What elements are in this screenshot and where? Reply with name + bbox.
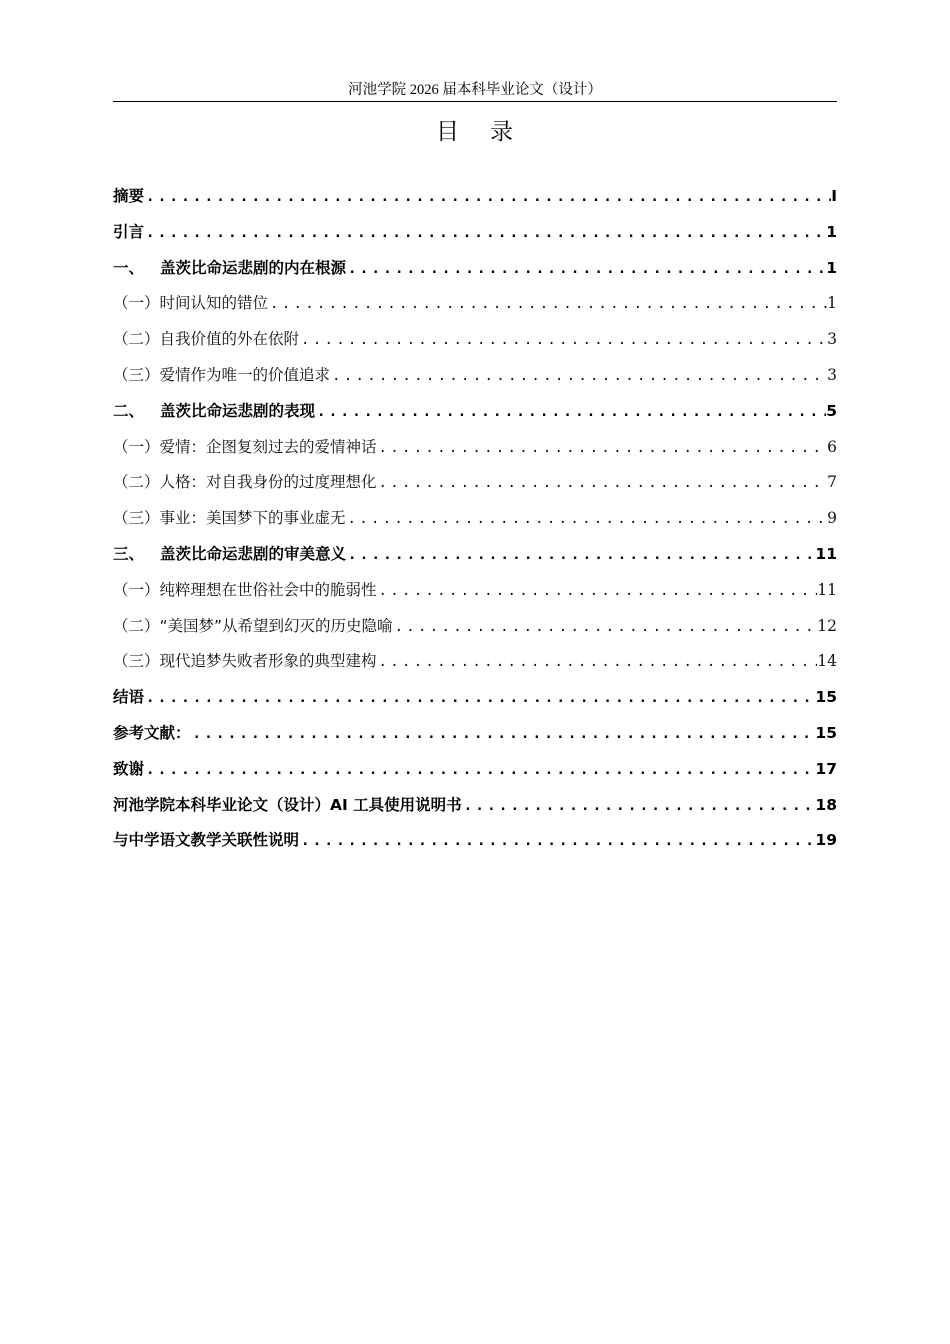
toc-entry-title [113,789,462,821]
toc-entry-title [113,824,299,856]
toc-leader-dots [144,754,815,786]
toc-entry[interactable] [113,538,837,574]
toc-leader-dots [144,217,826,249]
toc-page-number: 17 [815,759,837,778]
toc-entry[interactable] [113,610,837,646]
toc-entry-title [113,395,315,427]
toc-entry-label: 盖茨比命运悲剧的内在根源 [160,258,347,277]
toc-entry-title [113,717,191,749]
toc-entry[interactable] [113,717,837,753]
toc-entry-number: 二、 [113,401,145,420]
toc-leader-dots [377,432,828,464]
toc-entry-label: （一）纯粹理想在世俗社会中的脆弱性 [113,580,377,599]
toc-entry-title [113,252,346,284]
toc-page-number: 7 [827,473,837,492]
toc-leader-dots [315,396,826,428]
toc-entry-label: 盖茨比命运悲剧的审美意义 [160,544,347,563]
toc-page-number: 1 [827,294,837,313]
toc-leader-dots [330,360,827,392]
toc-leader-dots [346,503,828,535]
toc-entry-label: 盖茨比命运悲剧的表现 [160,401,316,420]
toc-title [113,116,837,148]
toc-entry-title [113,323,299,355]
toc-page-number: 3 [827,365,837,384]
toc-entry-title [113,431,377,463]
toc-entry[interactable] [113,466,837,502]
toc-entry-number: 一、 [113,258,145,277]
toc-title-left: 目 [436,119,460,145]
toc-page-number: 1 [826,222,837,241]
toc-entry[interactable] [113,681,837,717]
toc-entry-title [113,681,144,713]
toc-entry-label: （二）“美国梦”从希望到幻灭的历史隐喻 [113,616,393,635]
toc-leader-dots [144,682,815,714]
toc-entry-title [113,216,144,248]
table-of-contents [113,180,837,860]
toc-leader-dots [299,825,815,857]
toc-entry-label: 致谢 [113,759,145,778]
toc-page-number: 19 [815,831,837,850]
toc-entry-label: （二）自我价值的外在依附 [113,330,300,349]
toc-page-number: 18 [815,795,837,814]
toc-page-number: 9 [827,509,837,528]
toc-entry[interactable] [113,323,837,359]
toc-entry-title [113,610,393,642]
toc-entry[interactable] [113,574,837,610]
toc-entry-label: 河池学院本科毕业论文（设计）AI 工具使用说明书 [113,795,462,814]
toc-entry-title [113,645,377,677]
toc-page-number: 3 [827,330,837,349]
toc-leader-dots [268,288,827,320]
toc-leader-dots [377,646,818,678]
toc-entry[interactable] [113,359,837,395]
toc-page-number: 15 [815,723,837,742]
toc-entry-title [113,753,144,785]
toc-entry-title [113,466,377,498]
toc-leader-dots [191,718,816,750]
toc-entry[interactable] [113,431,837,467]
header-divider [113,101,837,102]
toc-entry-title [113,574,377,606]
toc-page-number: 15 [815,688,837,707]
toc-entry-title [113,359,330,391]
toc-entry[interactable] [113,287,837,323]
toc-entry-label: 引言 [113,222,145,241]
toc-leader-dots [377,467,828,499]
toc-entry[interactable] [113,180,837,216]
toc-entry-label: （一）爱情：企图复刻过去的爱情神话 [113,437,377,456]
toc-leader-dots [346,539,815,571]
toc-leader-dots [144,181,831,213]
toc-entry-label: （二）人格：对自我身份的过度理想化 [113,473,377,492]
toc-title-right: 录 [490,119,514,145]
toc-leader-dots [299,324,827,356]
toc-entry-label: （一）时间认知的错位 [113,294,269,313]
toc-page-number: I [831,187,837,205]
toc-page-number: 6 [827,437,837,456]
toc-entry[interactable] [113,252,837,288]
toc-entry-title [113,502,346,534]
toc-page-number: 11 [815,544,837,563]
toc-entry-label: （三）爱情作为唯一的价值追求 [113,365,331,384]
toc-entry[interactable] [113,216,837,252]
page-header: 河池学院 2026 届本科毕业论文（设计） [348,82,602,98]
toc-entry-label: 参考文献： [113,723,191,742]
toc-entry[interactable] [113,824,837,860]
toc-entry[interactable] [113,645,837,681]
toc-page-number: 12 [817,616,837,635]
toc-page-number: 11 [817,580,837,599]
toc-entry[interactable] [113,395,837,431]
toc-page-number: 5 [826,401,837,420]
toc-page-number: 14 [817,652,837,671]
toc-entry[interactable] [113,502,837,538]
toc-leader-dots [346,253,826,285]
toc-entry[interactable] [113,789,837,825]
toc-page-number: 1 [826,258,837,277]
toc-leader-dots [377,575,818,607]
toc-leader-dots [462,790,816,822]
toc-entry-label: （三）事业：美国梦下的事业虚无 [113,509,346,528]
toc-entry-title [113,180,144,212]
toc-entry-label: 结语 [113,688,145,707]
toc-entry-label: 摘要 [113,187,145,205]
toc-entry[interactable] [113,753,837,789]
toc-entry-label: （三）现代追梦失败者形象的典型建构 [113,652,377,671]
toc-entry-title [113,538,346,570]
toc-leader-dots [393,611,818,643]
toc-entry-label: 与中学语文教学关联性说明 [113,831,300,850]
toc-entry-number: 三、 [113,544,145,563]
toc-entry-title [113,287,268,319]
